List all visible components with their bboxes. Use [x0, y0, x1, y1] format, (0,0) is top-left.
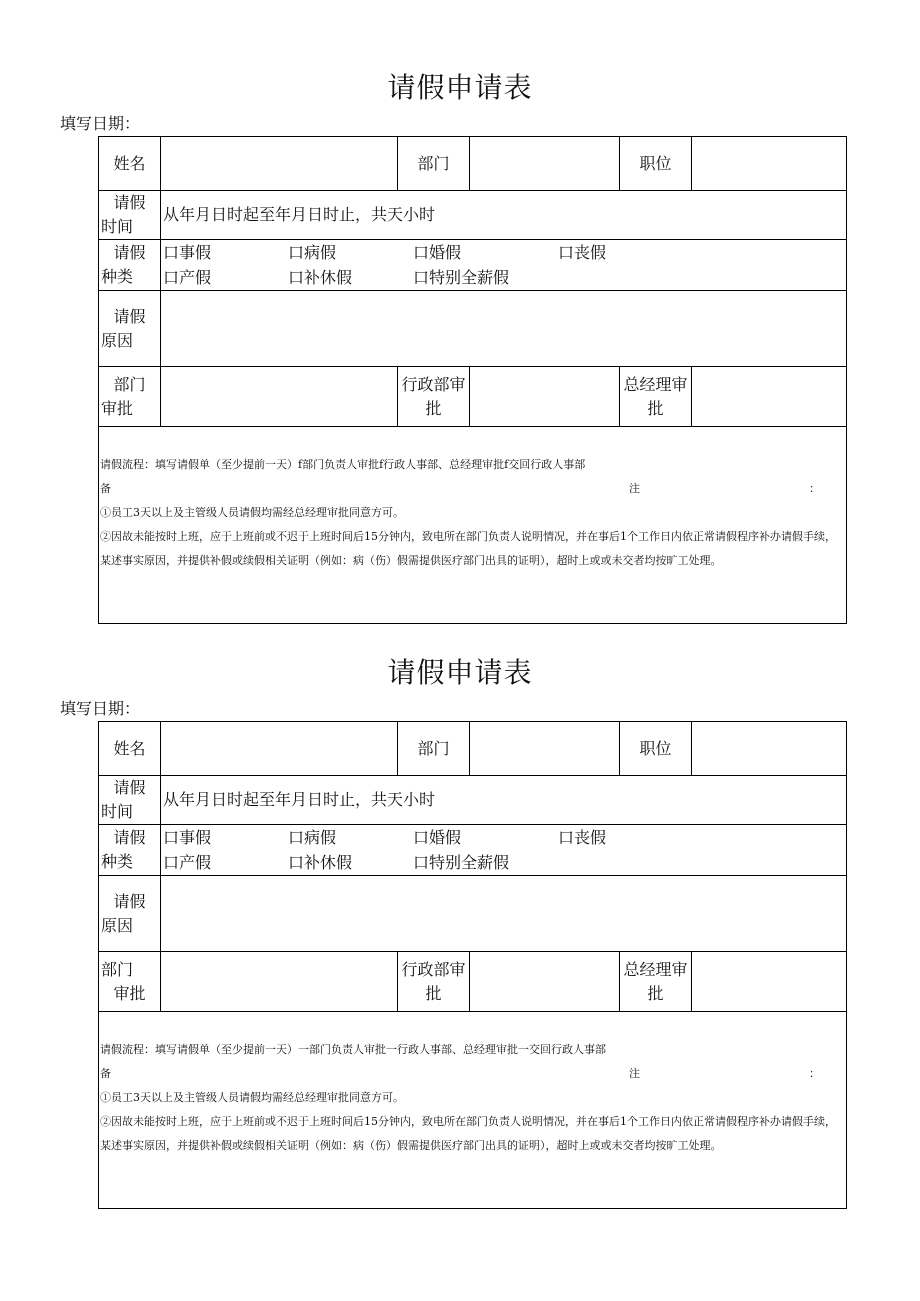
leave-type-compensatory-checkbox[interactable]: 口补休假 [288, 853, 353, 872]
leave-table [98, 721, 847, 1209]
leave-type-special-paid-checkbox[interactable]: 口特别全薪假 [413, 853, 510, 872]
leave-type-options [161, 825, 847, 876]
admin-approval-label: 行政部审 批 [398, 952, 470, 1012]
position-label: 职位 [620, 722, 692, 776]
leave-time-field[interactable]: 从年月日时起至年月日时止，共天小时 [161, 776, 847, 825]
leave-type-marriage-checkbox[interactable]: 口婚假 [413, 828, 462, 847]
gm-approval-label: 总经理审 批 [620, 952, 692, 1012]
position-label: 职位 [620, 137, 692, 191]
name-label: 姓名 [99, 137, 161, 191]
gm-approval-field[interactable] [692, 952, 847, 1012]
process-text: 请假流程：填写请假单（至少提前一天）f部门负责人审批f行政人事部、总经理审批f交回行政人事部 [100, 458, 586, 471]
leave-type-bereavement-checkbox[interactable]: 口丧假 [558, 243, 607, 262]
position-field[interactable] [692, 722, 847, 776]
leave-type-marriage-checkbox[interactable]: 口婚假 [413, 243, 462, 262]
dept-approval-field[interactable] [161, 952, 398, 1012]
leave-table [98, 136, 847, 624]
admin-approval-field[interactable] [470, 367, 620, 427]
gm-approval-field[interactable] [692, 367, 847, 427]
name-field[interactable] [161, 722, 398, 776]
leave-reason-field[interactable] [161, 291, 847, 367]
leave-type-personal-checkbox[interactable]: 口事假 [163, 828, 212, 847]
dept-approval-field[interactable] [161, 367, 398, 427]
leave-time-field[interactable]: 从年月日时起至年月日时止，共天小时 [161, 191, 847, 240]
leave-reason-label: 请假 原因 [99, 876, 161, 952]
remark-line: 备 注 ： [100, 482, 820, 495]
leave-type-maternity-checkbox[interactable]: 口产假 [163, 268, 212, 287]
leave-type-bereavement-checkbox[interactable]: 口丧假 [558, 828, 607, 847]
leave-reason-label: 请假 原因 [99, 291, 161, 367]
leave-type-compensatory-checkbox[interactable]: 口补休假 [288, 268, 353, 287]
name-field[interactable] [161, 137, 398, 191]
note-2: ②因故未能按时上班，应于上班前或不迟于上班时间后15分钟内，致电所在部门负责人说明情况，并在事后1个工作日内依正常请假程序补办请假手续，某述事实原因，并提供补假或续假相关证明（例如：病（伤）假需提供医疗部门出具的证明），超时上或或未交者均按旷工处理。 [100, 1115, 836, 1152]
remark-line: 备 注 ： [100, 1067, 820, 1080]
position-field[interactable] [692, 137, 847, 191]
note-2: ②因故未能按时上班，应于上班前或不迟于上班时间后15分钟内，致电所在部门负责人说明情况，并在事后1个工作日内依正常请假程序补办请假手续，某述事实原因，并提供补假或续假相关证明（例如：病（伤）假需提供医疗部门出具的证明），超时上或或未交者均按旷工处理。 [100, 530, 836, 567]
dept-label: 部门 [398, 137, 470, 191]
admin-approval-label: 行政部审 批 [398, 367, 470, 427]
leave-type-label: 请假 种类 [99, 240, 161, 291]
admin-approval-field[interactable] [470, 952, 620, 1012]
leave-type-personal-checkbox[interactable]: 口事假 [163, 243, 212, 262]
leave-type-special-paid-checkbox[interactable]: 口特别全薪假 [413, 268, 510, 287]
leave-type-label: 请假 种类 [99, 825, 161, 876]
process-text: 请假流程：填写请假单（至少提前一天）一部门负责人审批一行政人事部、总经理审批一交回行政人事部 [100, 1043, 606, 1056]
note-1: ①员工3天以上及主管级人员请假均需经总经理审批同意方可。 [100, 1091, 404, 1104]
notes-section [99, 427, 847, 624]
note-1: ①员工3天以上及主管级人员请假均需经总经理审批同意方可。 [100, 506, 404, 519]
dept-label: 部门 [398, 722, 470, 776]
dept-approval-label: 部门 审批 [99, 367, 161, 427]
name-label: 姓名 [99, 722, 161, 776]
notes-section [99, 1012, 847, 1209]
form-title: 请假申请表 [387, 71, 533, 104]
form-title: 请假申请表 [387, 656, 533, 689]
leave-reason-field[interactable] [161, 876, 847, 952]
dept-field[interactable] [470, 137, 620, 191]
dept-approval-label: 部门 审批 [99, 952, 161, 1012]
dept-field[interactable] [470, 722, 620, 776]
fill-date-label: 填写日期： [60, 699, 141, 718]
fill-date-label: 填写日期： [60, 114, 141, 133]
gm-approval-label: 总经理审 批 [620, 367, 692, 427]
leave-type-sick-checkbox[interactable]: 口病假 [288, 828, 337, 847]
leave-type-maternity-checkbox[interactable]: 口产假 [163, 853, 212, 872]
leave-time-label: 请假 时间 [99, 191, 161, 240]
leave-time-label: 请假 时间 [99, 776, 161, 825]
leave-type-options [161, 240, 847, 291]
leave-type-sick-checkbox[interactable]: 口病假 [288, 243, 337, 262]
